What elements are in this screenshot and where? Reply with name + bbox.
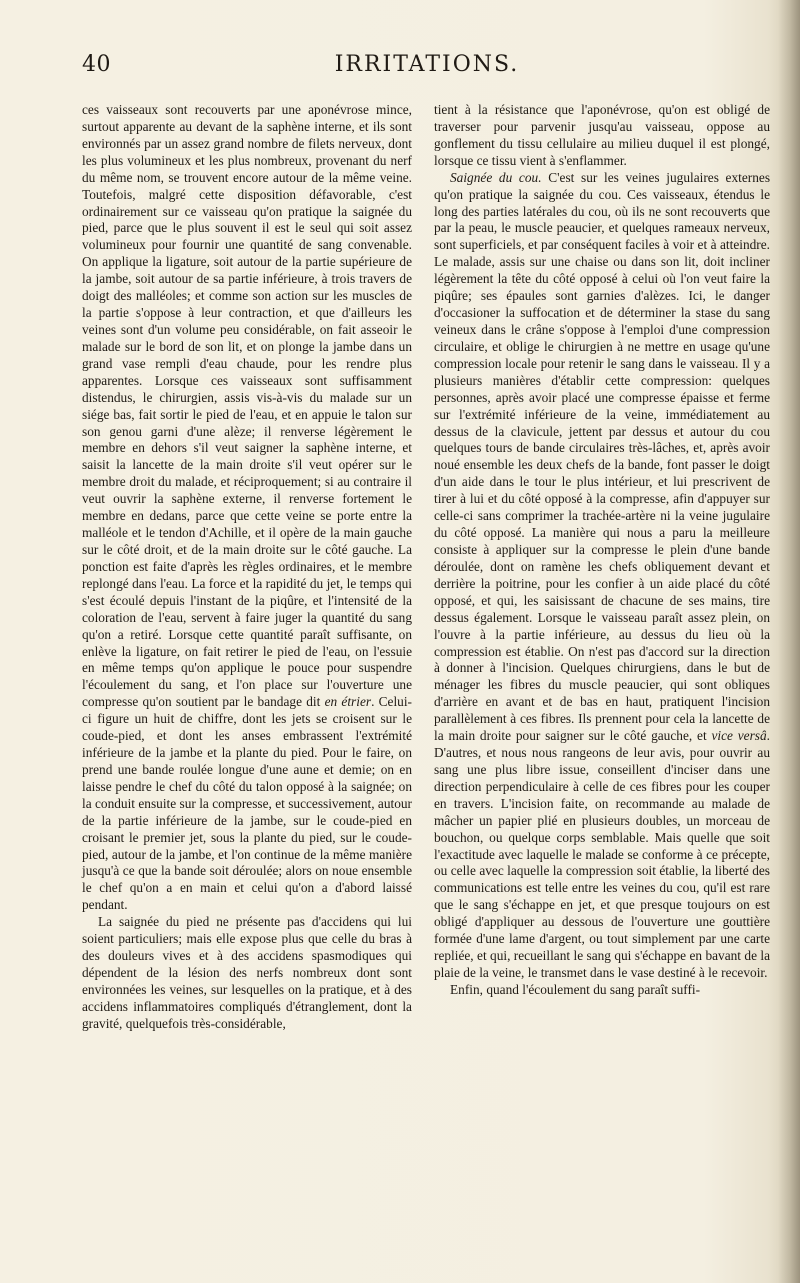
right-p2-text: C'est sur les veines jugulaires externes qu'on pratique la saignée du cou. Ces vaisseaux, étendus le long des parties latérales du cou, où ils ne sont recouverts que par la peau, le muscle peaucier, et quelques rameaux nerveux, sont superficiels, et par conséquent faciles à voir et à atteindre. Le malade, assis sur une chaise ou dans son lit, doit incliner légèrement la tête du côté opposé à celui où l'on veut faire la piqûre; ses épaules sont garnies d'alèzes. Ici, le danger d'occasioner la suffocation et de déterminer la stase du sang veineux dans le crâne s'oppose à l'emploi d'une compression circulaire, et oblige le chirurgien à ne mettre en usage qu'une compression locale pour retenir le sang dans le vaisseau. Il y a plusieurs manières d'établir cette compression: quelques personnes, après avoir placé une compresse épaisse et ferme sur l'extrémité inférieure de la veine, immédiatement au dessus de la clavicule, jettent par dessus et autour du cou quelques tours de bande circulaires très-lâches, et, après avoir noué ensemble les deux chefs de la bande, font passer le doigt d'un aide dans le tour le plus intérieur, et lui prescrivent de tirer à lui et du côté opposé à la compresse, afin d'appuyer sur celle-ci sans comprimer la trachée-artère ni la veine jugulaire du côté opposé. La manière qui nous a paru la meilleure consiste à appliquer sur la compresse le plein d'une bande déroulée, dont on ramène les chefs obliquement devant et derrière la poitrine, pour les confier à un aide placé du côté opposé, et qui, les saisissant de chacune de ses mains, tire dessus également. Lorsque le vaisseau paraît assez plein, on l'ouvre à la partie inférieure, au dessus du lieu où la compression est établie. On n'est pas d'accord sur la direction à donner à l'incision. Quelques chirurgiens, dans le but de ménager les fibres du muscle peaucier, qui sont obliques d'arrière en avant et de bas en haut, pratiquent l'incision parallèlement à ces fibres. Ils prennent pour cela la lancette de la main droite pour saigner sur le côté gauche, et (434, 169, 771, 744)
left-p1-end: . Celui-ci figure un huit de chiffre, dont les jets se croisent sur le coude-pied, et dont les anses embrassent l'extrémité inférieure de la jambe et la plante du pied. Pour le faire, on prend une bande roulée longue d'une aune et demie; on en laisse pendre le chef du côté du talon opposé à la saignée; on la conduit ensuite sur la compresse, et successivement, autour de la partie inférieure de la jambe, sur le coude-pied en croisant le premier jet, sous la plante du pied, sur le coude-pied, autour de la jambe, et l'on continue de la même manière jusqu'à ce que la bande soit déroulée; alors on noue ensemble le chef qu'on a en main et celui qu'on a d'abord laissé pendant. (82, 694, 412, 913)
left-p1-italic: en étrier (324, 694, 372, 710)
left-column (82, 102, 412, 1033)
right-column (434, 102, 770, 999)
right-paragraph-1: tient à la résistance que l'aponévrose, qu'on est obligé de traverser pour parvenir jusqu'au vaisseau, oppose au gonflement du tissu cellulaire au milieu duquel il est plongé, lorsque ce tissu vient à s'enflammer. (434, 102, 770, 168)
right-p2-end: . D'autres, et nous nous rangeons de leur avis, pour ouvrir au sang une plus libre issue, conseillent d'inciser dans une direction perpendiculaire à celle de ces fibres pour les couper en travers. L'incision faite, on recommande au malade de mâcher un papier plié en plusieurs doubles, un morceau de bouchon, ou quelque corps semblable. Mais quelle que soit l'exactitude avec laquelle le malade se conforme à ce précepte, ou celle avec laquelle la compression soit établie, la liberté des communications est telle entre les veines du cou, qu'il est rare que le sang s'échappe en jet, et que presque toujours on est obligé d'appliquer au dessous de l'ouverture une gouttière formée d'une lame d'argent, ou tout simplement par une carte repliée, et qui, recueillant le sang qui s'échappe en bavant de la plaie de la veine, le transmet dans le vase destiné à le recevoir. (434, 728, 771, 981)
left-paragraph-2: La saignée du pied ne présente pas d'accidens qui lui soient particuliers; mais elle expose plus que celle du bras à des douleurs vives et à des accidens spasmodiques qui dépendent de la lésion des nerfs nombreux dont sont environnées les veines, sur lesquelles on la pratique, et à des accidens inflammatoires compliqués d'étranglement, dont la gravité, quelquefois très-considérable, (82, 914, 412, 1031)
right-paragraph-2 (434, 170, 770, 982)
right-p2-italic: vice versâ (711, 728, 767, 744)
left-p1-text: ces vaisseaux sont recouverts par une aponévrose mince, surtout apparente au devant de la saphène interne, et ils sont environnés par un assez grand nombre de filets nerveux, dont les plus volumineux et les plus nombreux, provenant du nerf du même nom, se trouvent encore autour de la même veine. Toutefois, malgré cette disposition défavorable, c'est ordinairement sur ce vaisseau qu'on pratique la saignée du pied, parce que le plus souvent il est le seul qui soit assez volumineux pour fournir une quantité de sang convenable. On applique la ligature, soit autour de la partie supérieure de la jambe, soit autour de sa partie inférieure, à trois travers de doigt des malléoles; et comme son action sur les muscles de la partie s'oppose à leur contraction, et que d'ailleurs les veines sont d'un volume peu considérable, on fait asseoir le malade sur le bord de son lit, et on plonge la jambe dans un grand vase rempli d'eau chaude, pour les rendre plus apparentes. Lorsque ces vaisseaux sont suffisamment distendus, le chirurgien, assis vis-à-vis du malade sur un siége bas, fait sortir le pied de l'eau, et en appuie le talon sur son genou garni d'une alèze; il renverse légèrement le membre en dehors s'il veut saigner la saphène interne, et saisit la lancette de la main droite s'il veut opérer sur le membre droit du malade, et réciproquement; si au contraire il veut ouvrir la saphène externe, il renverse fortement le membre en dedans, parce que cette veine se porte entre la malléole et le tendon d'Achille, et il opère de la main gauche sur le côté droit, et de la main droite sur le côté gauche. La ponction est faite d'après les règles ordinaires, et le membre replongé dans l'eau. La force et la rapidité du jet, le temps qui s'est écoulé depuis l'instant de la piqûre, et l'intensité de la coloration de l'eau, servent à faire juger la quantité du sang qu'on a retiré. Lorsque cette quantité paraît suffisante, on enlève la ligature, on fait retirer le pied de l'eau, on l'essuie en même temps qu'on applique le pouce pour suspendre l'écoulement du sang, et l'on place sur l'ouverture une compresse qu'on soutient par le bandage dit (82, 102, 412, 710)
right-paragraph-3: Enfin, quand l'écoulement du sang paraît suffi- (450, 981, 701, 997)
page-edge-shadow (778, 0, 800, 1283)
left-paragraph-1 (82, 102, 412, 914)
page-header (82, 52, 772, 86)
section-heading-saignee-du-cou: Saignée du cou. (450, 169, 542, 185)
running-head: IRRITATIONS. (334, 52, 520, 77)
page-number: 40 (82, 52, 111, 77)
